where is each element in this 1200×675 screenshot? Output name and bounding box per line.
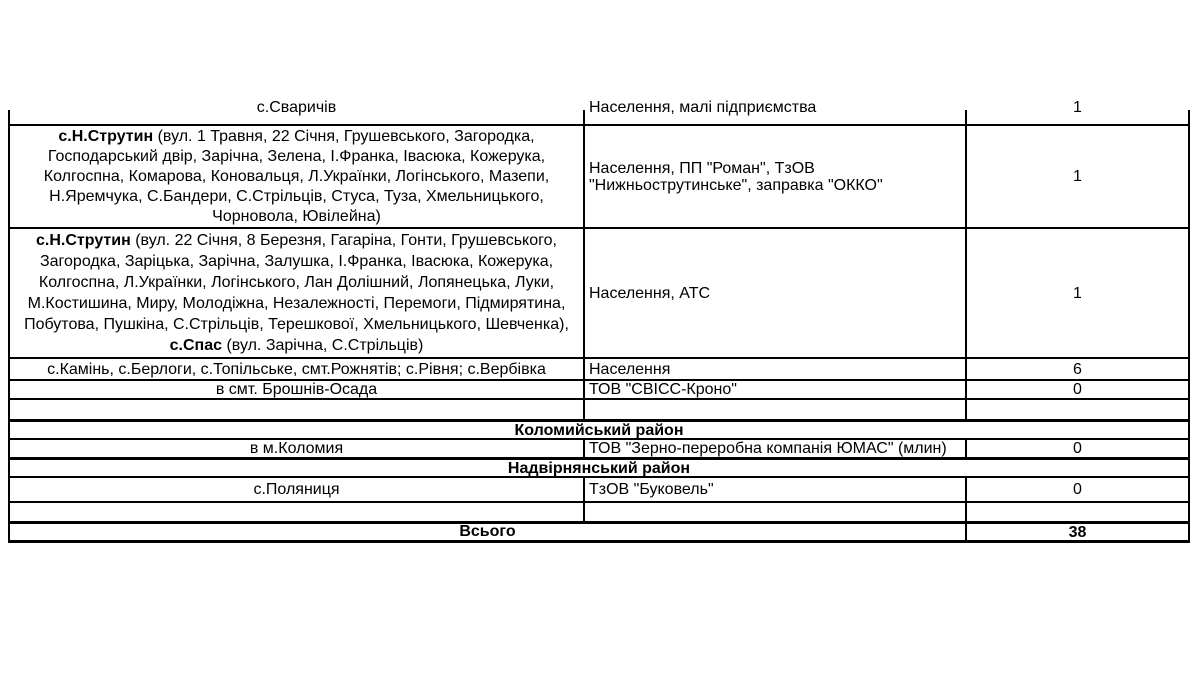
table-row-kolomyia xyxy=(10,440,1188,460)
cell-settlements xyxy=(10,229,585,357)
cell-count xyxy=(967,478,1188,501)
cell-settlements xyxy=(10,440,585,457)
cell-count-clipped xyxy=(967,99,1188,124)
cell-count xyxy=(967,440,1188,457)
table-row-empty-1 xyxy=(10,400,1188,422)
cell-settlements xyxy=(10,478,585,501)
cell-settlements-empty xyxy=(10,503,585,521)
consumers-text-fragment: Населення, малі підприємства xyxy=(589,99,817,116)
section-title: Надвірнянський район xyxy=(507,459,691,477)
cell-count xyxy=(967,359,1188,379)
section-header-nadvirna xyxy=(10,460,1188,478)
cell-consumers xyxy=(585,440,967,457)
consumers-text: Населення xyxy=(589,360,671,378)
settlement-name-bold: с.Н.Струтин xyxy=(58,127,154,145)
cell-consumers-clipped xyxy=(585,99,967,124)
table-row-polianytsia xyxy=(10,478,1188,503)
settlement-streets: (вул. 22 Січня, 8 Березня, Гагаріна, Гонти, Грушевського, Загородка, Заріцька, Зарічна, Залушка, І.Франка, Івасюка, Кожерука, Колгоспна, Л.Українки, Логінського, Лан Долішний, Лопянецька, Луки, М.Костишина, Миру, Молодіжна, Незалежності, Перемоги, Підмирятина, Побутова, Пушкіна, С.Стрільців, Терешкової, Хмельницького, Шевченка), xyxy=(24,232,569,333)
consumers-text: ТОВ "Зерно-переробна компанія ЮМАС" (млин) xyxy=(589,440,947,457)
consumers-text: ТзОВ "Буковель" xyxy=(589,481,714,498)
cell-settlements xyxy=(10,359,585,379)
cell-consumers xyxy=(585,126,967,227)
cell-consumers xyxy=(585,381,967,398)
count-value: 1 xyxy=(1073,284,1082,302)
cell-settlements xyxy=(10,126,585,227)
cell-settlements-empty xyxy=(10,400,585,419)
cell-count xyxy=(967,126,1188,227)
settlement-list: с.Камінь, с.Берлоги, с.Топільське, смт.Рожнятів; с.Рівня; с.Вербівка xyxy=(47,360,546,378)
total-value: 38 xyxy=(1068,523,1087,541)
cell-consumers xyxy=(585,359,967,379)
cell-count xyxy=(967,229,1188,357)
count-value: 0 xyxy=(1073,440,1082,457)
count-text-fragment: 1 xyxy=(1073,99,1082,116)
cell-consumers-empty xyxy=(585,503,967,521)
settlement-name-bold: с.Н.Струтин xyxy=(36,232,131,249)
table-row-clipped xyxy=(10,99,1188,126)
cell-settlements-clipped xyxy=(10,99,585,124)
table-row-strutyn-1 xyxy=(10,126,1188,229)
total-label: Всього xyxy=(10,524,967,540)
total-count-cell xyxy=(967,524,1188,540)
cell-count xyxy=(967,381,1188,398)
total-row xyxy=(10,524,1188,540)
settlement-text-fragment: с.Сваричів xyxy=(256,99,337,116)
table-row-kamin xyxy=(10,359,1188,381)
section-title: Коломийський район xyxy=(514,421,684,439)
table-row-strutyn-2 xyxy=(10,229,1188,359)
cell-consumers-empty xyxy=(585,400,967,419)
count-value: 0 xyxy=(1073,481,1082,498)
count-value: 1 xyxy=(1073,168,1082,185)
consumers-text: Населення, ПП "Роман", ТзОВ "Нижньострутинське", заправка "ОККО" xyxy=(589,159,883,194)
cell-consumers xyxy=(585,478,967,501)
cell-count-empty xyxy=(967,400,1188,419)
consumers-text: ТОВ "СВІСС-Кроно" xyxy=(589,381,737,398)
settlement-name: в м.Коломия xyxy=(249,440,344,457)
count-value: 6 xyxy=(1073,360,1082,378)
cell-consumers xyxy=(585,229,967,357)
settlement-streets-2: (вул. Зарічна, С.Стрільців) xyxy=(222,337,424,354)
consumers-text: Населення, АТС xyxy=(589,284,711,302)
table-row-empty-2 xyxy=(10,503,1188,524)
section-header-kolomyia xyxy=(10,422,1188,440)
cell-count-empty xyxy=(967,503,1188,521)
settlement-name: в смт. Брошнів-Осада xyxy=(215,381,378,398)
settlement-name-bold-2: с.Спас xyxy=(169,337,223,354)
settlement-streets: (вул. 1 Травня, 22 Січня, Грушевського, Загородка, Господарський двір, Зарічна, Зелена, І.Франка, Івасюка, Кожерука, Колгоспна, Комарова, Коновальця, Л.Українки, Логінського, Мазепи, Н.Яремчука, С.Бандери, С.Стрільців, Стуса, Туза, Хмельницького, Чорновола, Ювілейна) xyxy=(43,127,550,225)
settlement-name: с.Поляниця xyxy=(253,481,340,498)
outage-report-table xyxy=(8,99,1190,543)
table-row-broshniv xyxy=(10,381,1188,400)
count-value: 0 xyxy=(1073,381,1082,398)
cell-settlements xyxy=(10,381,585,398)
